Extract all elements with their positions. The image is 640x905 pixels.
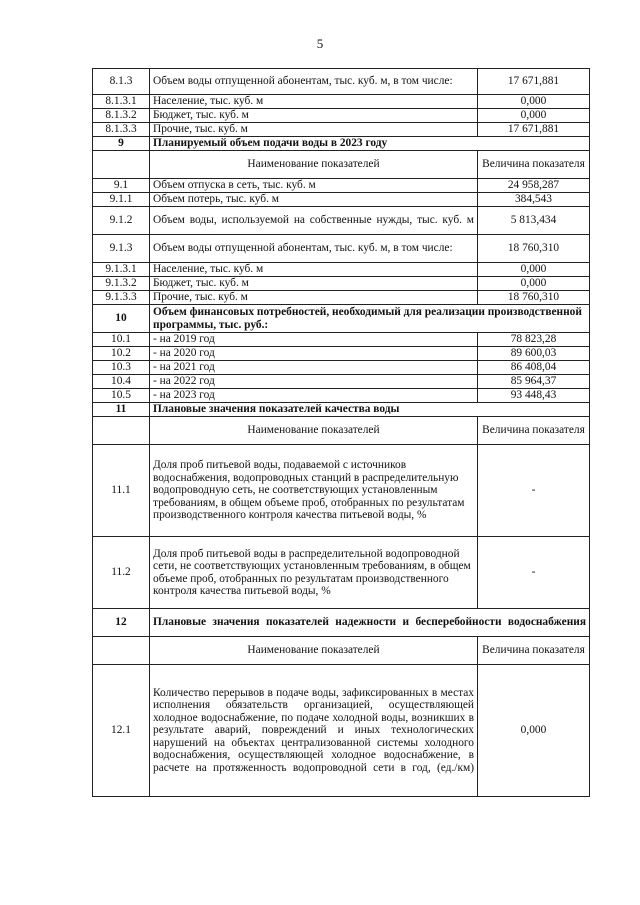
row-text: Объем воды отпущенной абонентам, тыс. куб. м, в том числе: bbox=[150, 235, 478, 263]
section-number: 12 bbox=[93, 609, 150, 637]
row-number: 12.1 bbox=[93, 665, 150, 797]
table-row bbox=[93, 263, 590, 277]
row-text: - на 2021 год bbox=[150, 361, 478, 375]
row-value: - bbox=[478, 445, 590, 537]
header-name: Наименование показателей bbox=[150, 151, 478, 179]
row-text: Бюджет, тыс. куб. м bbox=[150, 277, 478, 291]
row-text: - на 2023 год bbox=[150, 389, 478, 403]
indicators-table bbox=[92, 68, 590, 797]
header-blank-cell bbox=[93, 637, 150, 665]
row-value: 0,000 bbox=[478, 665, 590, 797]
section-number: 11 bbox=[93, 403, 150, 417]
table-row bbox=[93, 277, 590, 291]
row-text: Население, тыс. куб. м bbox=[150, 263, 478, 277]
row-number: 8.1.3.2 bbox=[93, 109, 150, 123]
table-row bbox=[93, 361, 590, 375]
header-blank-cell bbox=[93, 151, 150, 179]
header-row bbox=[93, 151, 590, 179]
header-value: Величина показателя bbox=[478, 151, 590, 179]
header-row bbox=[93, 417, 590, 445]
row-number: 9.1.3.2 bbox=[93, 277, 150, 291]
row-value: 24 958,287 bbox=[478, 179, 590, 193]
row-text: Прочие, тыс. куб. м bbox=[150, 123, 478, 137]
row-number: 9.1.1 bbox=[93, 193, 150, 207]
row-text: Количество перерывов в подаче воды, зафиксированных в местах исполнения обязательств организацией, осуществляющей холодное водоснабжение, по подаче холодной воды, возникших в результате аварий, повреждений и иных технологических нарушений на объектах централизованной системы холодного водоснабжения, осуществляющей холодное водоснабжение, в расчете на протяженность водопроводной сети в год, (ед./км) bbox=[150, 665, 478, 797]
row-number: 11.2 bbox=[93, 537, 150, 609]
row-value: 18 760,310 bbox=[478, 291, 590, 305]
section-row bbox=[93, 403, 590, 417]
table-row bbox=[93, 291, 590, 305]
section-number: 10 bbox=[93, 305, 150, 333]
section-row bbox=[93, 609, 590, 637]
header-value: Величина показателя bbox=[478, 417, 590, 445]
row-value: 384,543 bbox=[478, 193, 590, 207]
row-number: 9.1.3 bbox=[93, 235, 150, 263]
header-name: Наименование показателей bbox=[150, 637, 478, 665]
table-row bbox=[93, 665, 590, 797]
page-number: 5 bbox=[316, 36, 324, 51]
row-text: Объем воды, используемой на собственные нужды, тыс. куб. м bbox=[150, 207, 478, 235]
row-number: 11.1 bbox=[93, 445, 150, 537]
row-number: 9.1.2 bbox=[93, 207, 150, 235]
section-title: Планируемый объем подачи воды в 2023 году bbox=[150, 137, 590, 151]
row-number: 8.1.3.3 bbox=[93, 123, 150, 137]
row-text: Доля проб питьевой воды в распределительной водопроводной сети, не соответствующих установленным требованиям, в общем объеме проб, отобранных по результатам производственного контроля качества питьевой воды, % bbox=[150, 537, 478, 609]
row-value: 89 600,03 bbox=[478, 347, 590, 361]
table-row bbox=[93, 179, 590, 193]
table-row bbox=[93, 347, 590, 361]
row-value: 85 964,37 bbox=[478, 375, 590, 389]
row-number: 10.5 bbox=[93, 389, 150, 403]
row-value: 0,000 bbox=[478, 277, 590, 291]
row-value: 18 760,310 bbox=[478, 235, 590, 263]
table-row bbox=[93, 375, 590, 389]
row-text: - на 2020 год bbox=[150, 347, 478, 361]
table-row bbox=[93, 445, 590, 537]
table-row bbox=[93, 235, 590, 263]
table-row bbox=[93, 109, 590, 123]
row-value: 78 823,28 bbox=[478, 333, 590, 347]
row-text: Доля проб питьевой воды, подаваемой с источников водоснабжения, водопроводных станций в распределительную водопроводную сеть, не соответствующих установленным требованиям, в общем объеме проб, отобранных по результатам производственного контроля качества питьевой воды, % bbox=[150, 445, 478, 537]
section-title: Плановые значения показателей надежности и бесперебойности водоснабжения bbox=[150, 609, 590, 637]
row-text: - на 2022 год bbox=[150, 375, 478, 389]
table-row bbox=[93, 389, 590, 403]
row-text: - на 2019 год bbox=[150, 333, 478, 347]
row-value: - bbox=[478, 537, 590, 609]
row-number: 10.3 bbox=[93, 361, 150, 375]
row-value: 0,000 bbox=[478, 95, 590, 109]
row-text: Прочие, тыс. куб. м bbox=[150, 291, 478, 305]
row-number: 10.2 bbox=[93, 347, 150, 361]
row-value: 17 671,881 bbox=[478, 69, 590, 95]
row-value: 86 408,04 bbox=[478, 361, 590, 375]
header-value: Величина показателя bbox=[478, 637, 590, 665]
header-row bbox=[93, 637, 590, 665]
section-title: Плановые значения показателей качества воды bbox=[150, 403, 590, 417]
section-row bbox=[93, 137, 590, 151]
table-row bbox=[93, 69, 590, 95]
row-number: 9.1.3.1 bbox=[93, 263, 150, 277]
section-number: 9 bbox=[93, 137, 150, 151]
header-blank-cell bbox=[93, 417, 150, 445]
section-title: Объем финансовых потребностей, необходимый для реализации производственной программы, тыс. руб.: bbox=[150, 305, 590, 333]
row-value: 17 671,881 bbox=[478, 123, 590, 137]
row-value: 93 448,43 bbox=[478, 389, 590, 403]
header-name: Наименование показателей bbox=[150, 417, 478, 445]
row-number: 9.1 bbox=[93, 179, 150, 193]
row-number: 8.1.3.1 bbox=[93, 95, 150, 109]
row-text: Объем воды отпущенной абонентам, тыс. куб. м, в том числе: bbox=[150, 69, 478, 95]
row-number: 8.1.3 bbox=[93, 69, 150, 95]
row-value: 5 813,434 bbox=[478, 207, 590, 235]
row-text: Бюджет, тыс. куб. м bbox=[150, 109, 478, 123]
section-row bbox=[93, 305, 590, 333]
row-number: 10.4 bbox=[93, 375, 150, 389]
row-text: Объем потерь, тыс. куб. м bbox=[150, 193, 478, 207]
row-text: Население, тыс. куб. м bbox=[150, 95, 478, 109]
table-row bbox=[93, 207, 590, 235]
table-row bbox=[93, 123, 590, 137]
table-row bbox=[93, 193, 590, 207]
table-row bbox=[93, 333, 590, 347]
table-row bbox=[93, 95, 590, 109]
row-number: 10.1 bbox=[93, 333, 150, 347]
row-value: 0,000 bbox=[478, 263, 590, 277]
row-number: 9.1.3.3 bbox=[93, 291, 150, 305]
row-text: Объем отпуска в сеть, тыс. куб. м bbox=[150, 179, 478, 193]
row-value: 0,000 bbox=[478, 109, 590, 123]
table-row bbox=[93, 537, 590, 609]
